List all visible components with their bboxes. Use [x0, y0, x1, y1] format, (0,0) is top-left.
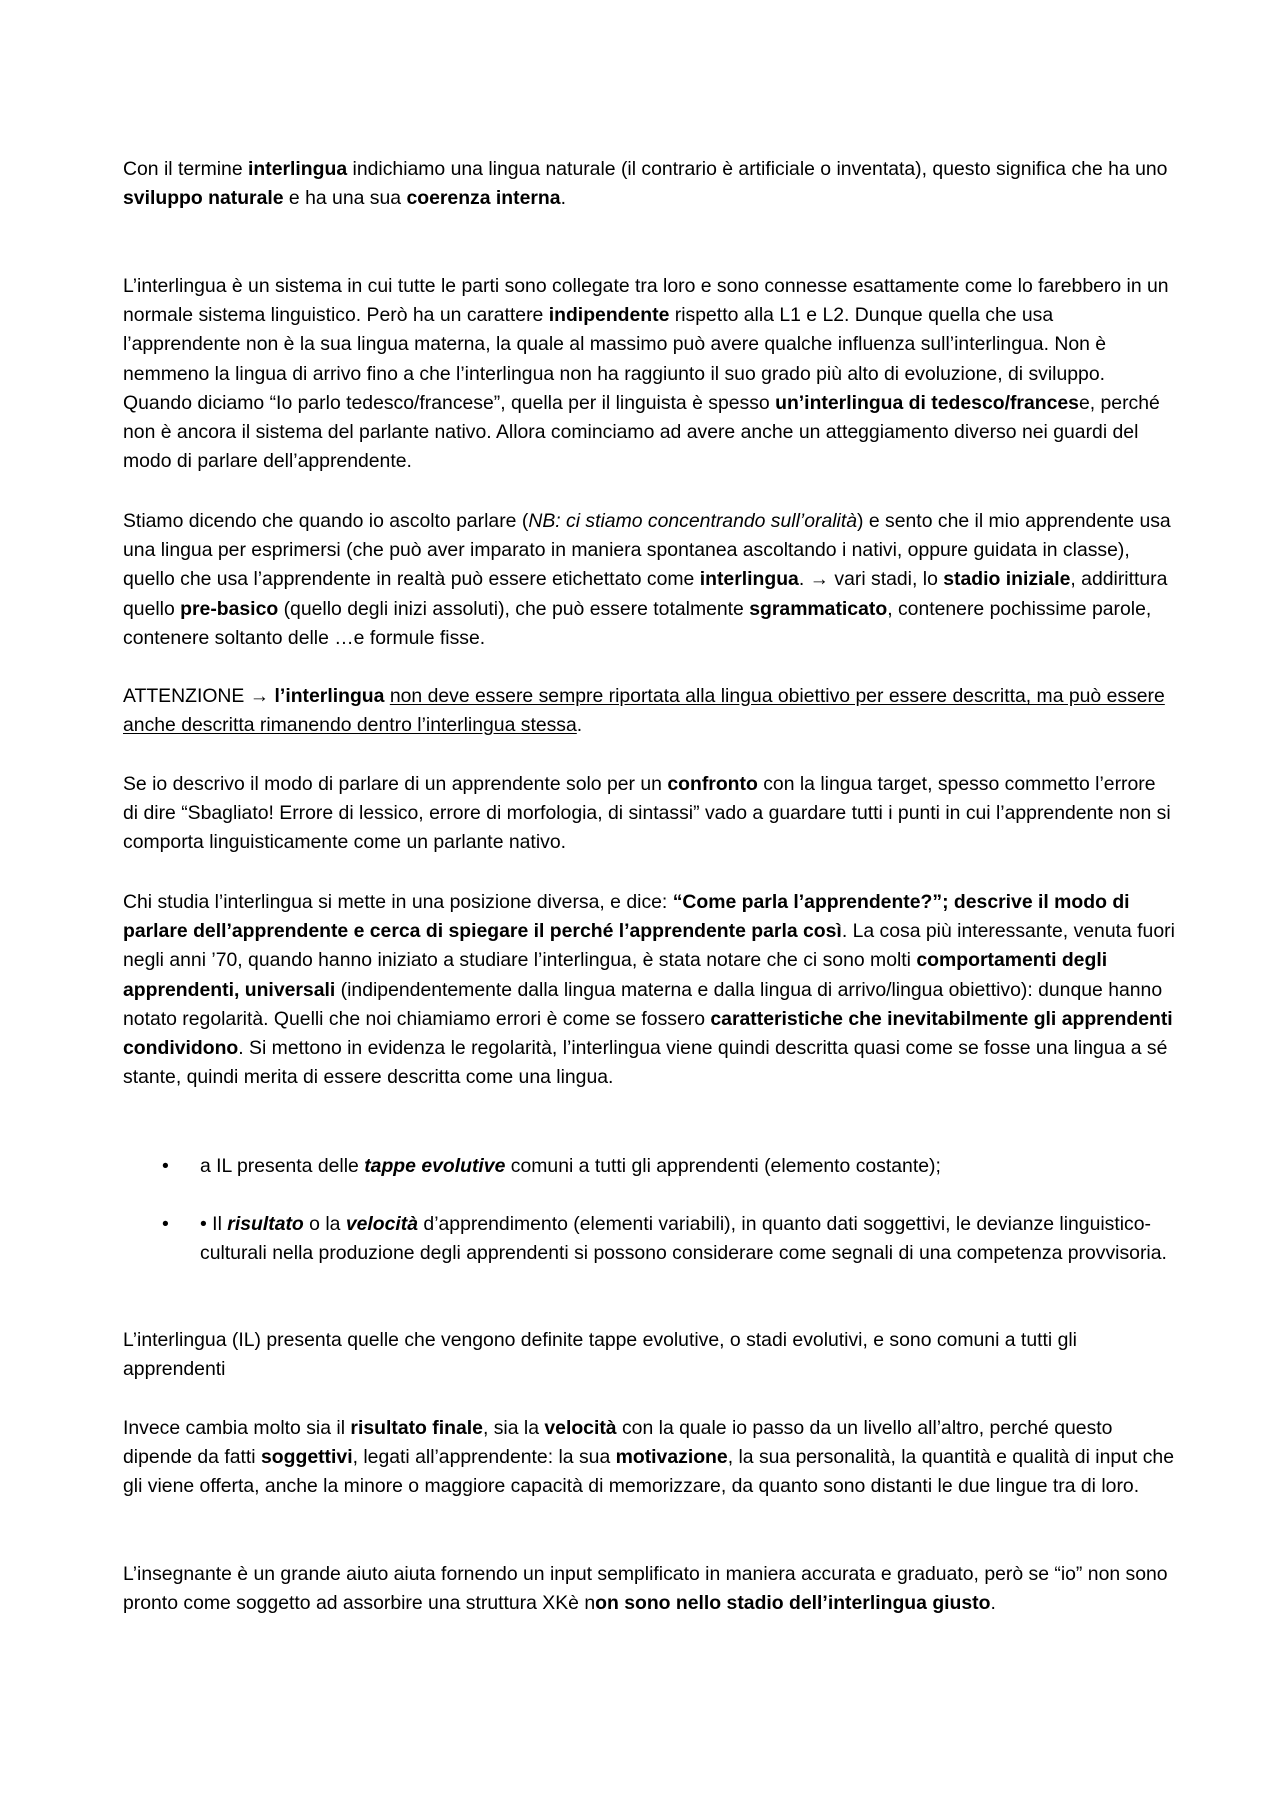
italic-span: NB: ci stiamo concentrando sull’oralità	[528, 510, 858, 532]
text-span: ATTENZIONE	[123, 685, 250, 707]
text-span: L’insegnante è un grande aiuto aiuta fornendo un input semplificato in maniera accurata e graduato, però se “io” non sono pronto come soggetto ad assorbire una struttura XKè n	[123, 1563, 1168, 1615]
bold-span: sviluppo naturale	[123, 187, 284, 210]
text-span: d’apprendimento (elementi variabili), in quanto dati soggettivi, le devianze linguistico-culturali nella produzione degli apprendenti si possono considerare come segnali di una competenza provvisoria.	[200, 1213, 1167, 1265]
arrow-right-icon: →	[249, 685, 270, 707]
text-span: .	[560, 187, 566, 210]
bullet-text	[200, 1152, 1175, 1181]
bold-span: comportamenti degli apprendenti, universali	[123, 949, 1108, 1001]
bold-span: velocità	[544, 1417, 617, 1439]
text-span: .	[798, 568, 810, 591]
arrow-right-icon: →	[809, 568, 830, 591]
bold-span: indipendente	[548, 304, 670, 327]
bullet-text	[200, 1210, 1175, 1268]
text-span: (quello degli inizi assoluti), che può essere totalmente	[278, 597, 750, 620]
bold-span: interlingua	[248, 158, 348, 180]
bullet-item-2	[162, 1210, 1175, 1268]
bold-span: coerenza interna	[406, 187, 561, 210]
bold-span: l’interlingua	[269, 685, 385, 707]
bold-span: “Come parla l’apprendente?”; descrive il modo di parlare dell’apprendente e cerca di spiegare il perché l’apprendente parla così	[123, 891, 1130, 943]
paragraph-5	[123, 770, 1175, 858]
bold-span: on sono nello stadio dell’interlingua giusto	[595, 1592, 991, 1615]
bold-span: pre-basico	[180, 597, 279, 620]
bold-span: stadio iniziale	[943, 568, 1071, 591]
text-span: Se io descrivo il modo di parlare di un apprendente solo per un	[123, 773, 668, 795]
text-span: indichiamo una lingua naturale (il contrario è artificiale o inventata), questo significa che ha uno	[347, 158, 1168, 180]
text-span: Con il termine	[123, 158, 249, 180]
bullet-icon: •	[162, 1155, 169, 1177]
text-span: , sia la	[482, 1417, 545, 1439]
bold-span: interlingua	[699, 568, 799, 591]
text-span: o la	[303, 1213, 346, 1235]
bold-span: soggettivi	[261, 1446, 353, 1469]
text-span: .	[990, 1592, 996, 1615]
text-span: comuni a tutti gli apprendenti (elemento costante);	[505, 1155, 941, 1177]
text-span: con la quale io passo da un livello all’altro, perché questo dipende da fatti	[123, 1417, 1113, 1469]
text-span: , legati all’apprendente: la sua	[352, 1446, 616, 1469]
text-span: (indipendentemente dalla lingua materna e dalla lingua di arrivo/lingua obiettivo): dunque hanno notato regolarità. Quelli che noi chiamiamo errori è come se fossero	[123, 978, 1163, 1030]
paragraph-4	[123, 682, 1175, 740]
text-span: a IL presenta delle	[200, 1155, 365, 1177]
text-span: , contenere pochissime parole, contenere soltanto delle …e formule fisse.	[123, 597, 1152, 649]
text-span: . La cosa più interessante, venuta fuori negli anni ’70, quando hanno iniziato a studiare l’interlingua, è stata notare che ci sono molti	[123, 920, 1175, 972]
bold-span: risultato finale	[350, 1417, 483, 1439]
text-span: e, perché non è ancora il sistema del parlante nativo. Allora cominciamo ad avere anche un atteggiamento diverso nei guardi del modo di parlare dell’apprendente.	[123, 391, 1160, 473]
text-span: Chi studia l’interlingua si mette in una posizione diversa, e dice:	[123, 891, 673, 913]
text-span: .	[576, 714, 583, 737]
paragraph-8	[123, 1414, 1175, 1502]
inner-bullet-icon: •	[200, 1213, 207, 1235]
bold-span: caratteristiche che inevitabilmente gli apprendenti condividono	[123, 1007, 1173, 1060]
paragraph-2	[123, 272, 1175, 476]
text-span: Stiamo dicendo che quando io ascolto parlare (	[123, 510, 529, 532]
bullet-icon: •	[162, 1213, 169, 1235]
bold-italic-span: tappe evolutive	[364, 1155, 506, 1177]
paragraph-6	[123, 888, 1175, 1092]
text-span: Invece cambia molto sia il	[123, 1417, 351, 1439]
bold-span: confronto	[667, 773, 758, 795]
text-span: Il	[206, 1213, 228, 1235]
bold-italic-span: risultato	[227, 1213, 304, 1235]
bold-span: sgrammaticato	[749, 597, 888, 620]
text-span: vari stadi, lo	[829, 568, 944, 591]
text-span: L’interlingua è un sistema in cui tutte le parti sono collegate tra loro e sono connesse esattamente come lo farebbero in un normale sistema linguistico. Però ha un carattere	[123, 275, 1169, 327]
bold-italic-span: velocità	[345, 1213, 419, 1235]
text-span: . Si mettono in evidenza le regolarità, l’interlingua viene quindi descritta quasi come se fosse una lingua a sé stante, quindi merita di essere descritta come una lingua.	[123, 1037, 1168, 1089]
underlined-span: non deve essere sempre riportata alla lingua obiettivo per essere descritta, ma può essere anche descritta rimanendo dentro l’interlingua stessa	[123, 685, 1165, 737]
text-span: , addirittura quello	[123, 568, 1168, 620]
text-span: ) e sento che il mio apprendente usa una lingua per esprimersi (che può aver imparato in maniera spontanea ascoltando i nativi, oppure guidata in classe), quello che usa l’apprendente in realtà può essere etichettato come	[123, 510, 1171, 591]
text-span: e ha una sua	[283, 187, 407, 210]
bullet-item-1	[162, 1152, 1175, 1181]
paragraph-3	[123, 507, 1175, 653]
bold-span: motivazione	[615, 1446, 728, 1469]
text-span: , la sua personalità, la quantità e qualità di input che gli viene offerta, anche la minore o maggiore capacità di memorizzare, da quanto sono distanti le due lingue tra di loro.	[123, 1446, 1174, 1498]
paragraph-7	[123, 1326, 1175, 1384]
paragraph-1	[123, 155, 1175, 213]
paragraph-9	[123, 1560, 1175, 1618]
bold-span: un’interlingua di tedesco/frances	[775, 391, 1079, 414]
text-span: L’interlingua (IL) presenta quelle che vengono definite tappe evolutive, o stadi evolutivi, e sono comuni a tutti gli apprendenti	[123, 1329, 1077, 1381]
text-span: con la lingua target, spesso commetto l’errore di dire “Sbagliato! Errore di lessico, errore di morfologia, di sintassi” vado a guardare tutti i punti in cui l’apprendente non si comporta linguisticamente come un parlante nativo.	[123, 773, 1171, 854]
text-span: rispetto alla L1 e L2. Dunque quella che usa l’apprendente non è la sua lingua materna, la quale al massimo può avere qualche influenza sull’interlingua. Non è nemmeno la lingua di arrivo fino a che l’interlingua non ha raggiunto il suo grado più alto di evoluzione, di sviluppo. Quando diciamo “Io parlo tedesco/francese”, quella per il linguista è spesso	[123, 304, 1107, 414]
